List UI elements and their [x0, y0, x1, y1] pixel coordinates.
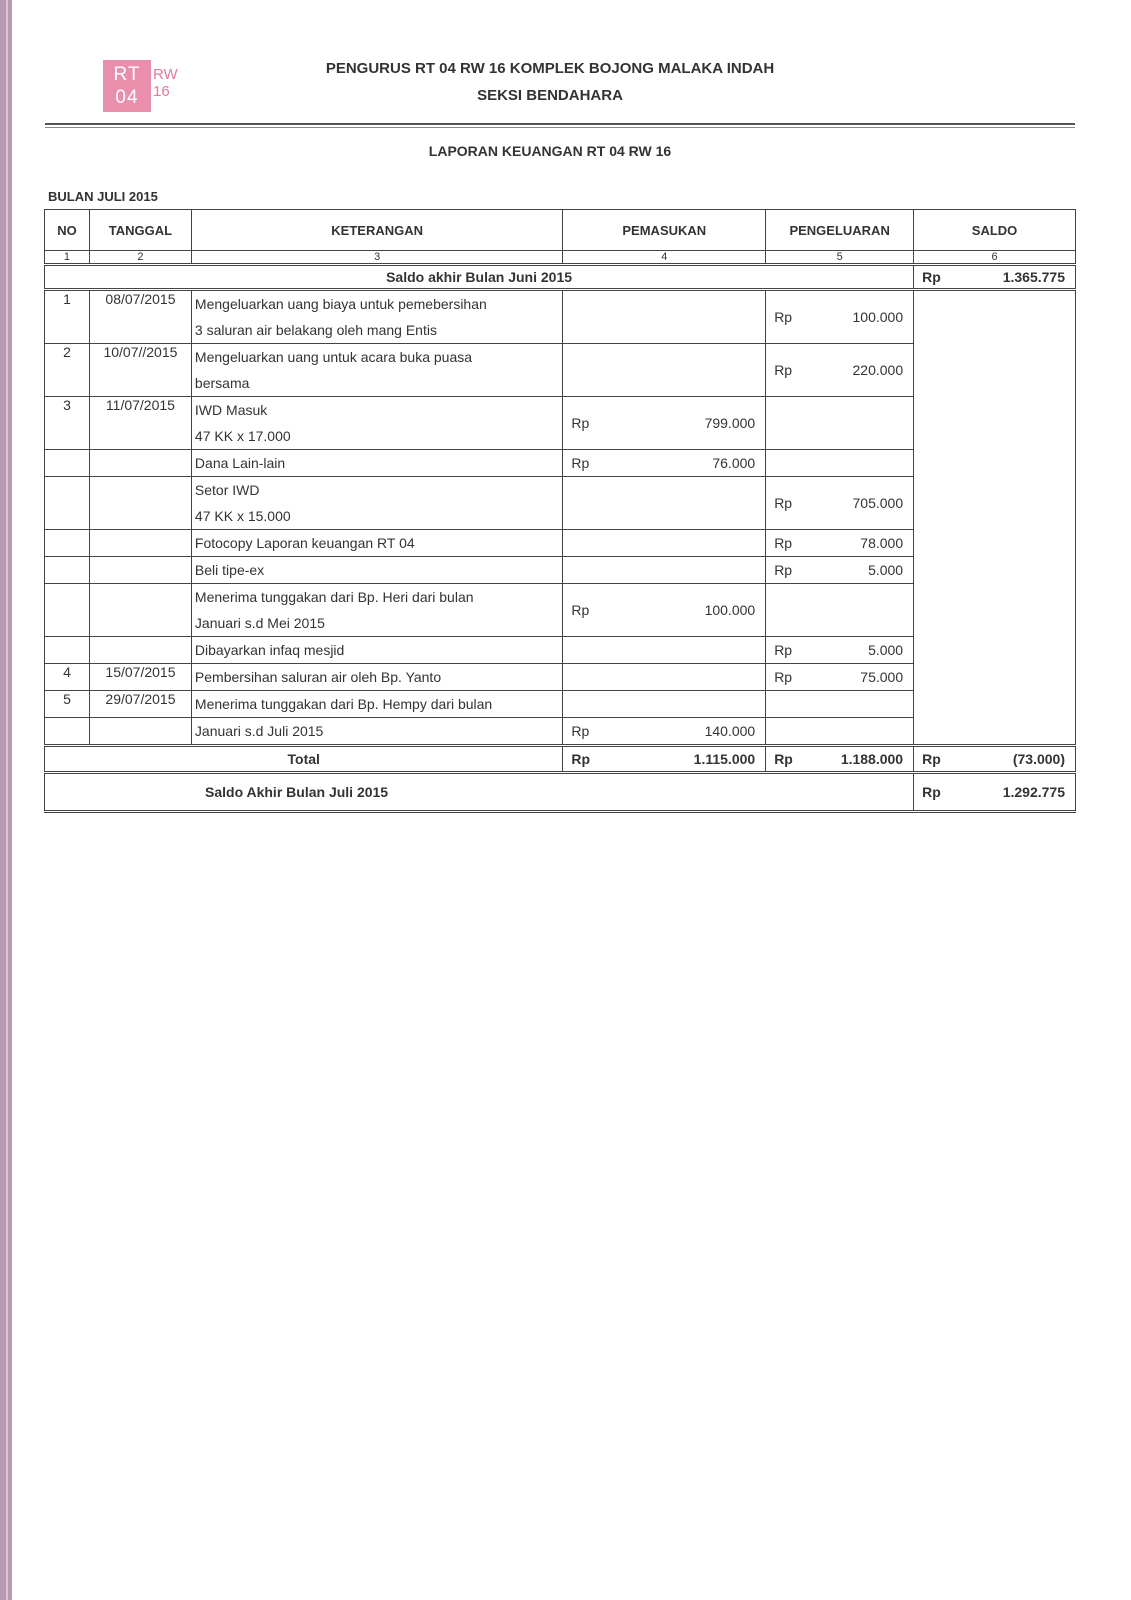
expense-value: 75.000: [860, 669, 904, 685]
row-description: [191, 477, 562, 530]
description-line: Januari s.d Juli 2015: [194, 723, 324, 739]
row-no: [45, 718, 90, 746]
expense-currency: Rp: [774, 362, 793, 378]
col-keterangan: KETERANGAN: [191, 210, 562, 251]
table-row: [45, 290, 1076, 344]
total-row: [45, 746, 1076, 773]
row-description: [191, 584, 562, 637]
row-income: [563, 584, 766, 637]
binder-edge: [0, 0, 12, 1600]
row-income: [563, 450, 766, 477]
row-expense: [766, 557, 914, 584]
description-line: Menerima tunggakan dari Bp. Heri dari bulan: [194, 589, 474, 605]
row-expense: [766, 664, 914, 691]
row-description: [191, 664, 562, 691]
row-expense: [766, 691, 914, 718]
col-num-6: 6: [914, 251, 1076, 265]
closing-label-cell: [45, 773, 914, 812]
row-expense: [766, 450, 914, 477]
closing-balance-row: [45, 773, 1076, 812]
total-out-currency: Rp: [774, 751, 793, 767]
logo-side-1: RW: [153, 66, 178, 83]
row-date: [89, 530, 191, 557]
income-currency: Rp: [571, 723, 590, 739]
row-date: 11/07/2015: [89, 397, 191, 450]
total-in-currency: Rp: [571, 751, 591, 767]
row-description: [191, 637, 562, 664]
row-date: [89, 557, 191, 584]
row-description: [191, 344, 562, 397]
closing-label: Saldo Akhir Bulan Juli 2015: [205, 784, 389, 800]
col-saldo: SALDO: [914, 210, 1076, 251]
logo-line-2: 04: [115, 87, 139, 108]
col-pemasukan: PEMASUKAN: [563, 210, 766, 251]
description-line: Fotocopy Laporan keuangan RT 04: [194, 535, 415, 551]
description-line: bersama: [194, 375, 250, 391]
opening-value: 1.365.775: [1002, 269, 1065, 285]
expense-value: 705.000: [852, 495, 904, 511]
expense-value: 5.000: [868, 562, 904, 578]
header-row: [45, 210, 1076, 251]
description-line: 47 KK x 15.000: [194, 508, 291, 524]
row-date: [89, 637, 191, 664]
expense-currency: Rp: [774, 562, 793, 578]
expense-currency: Rp: [774, 309, 793, 325]
income-currency: Rp: [571, 602, 590, 618]
expense-currency: Rp: [774, 535, 793, 551]
row-date: 15/07/2015: [89, 664, 191, 691]
income-value: 799.000: [704, 415, 756, 431]
row-description: [191, 397, 562, 450]
row-income: [563, 477, 766, 530]
total-out: [766, 746, 914, 773]
income-value: 100.000: [704, 602, 756, 618]
col-num-4: 4: [563, 251, 766, 265]
description-line: IWD Masuk: [194, 402, 268, 418]
opening-balance-row: [45, 265, 1076, 290]
row-no: [45, 637, 90, 664]
total-saldo: [914, 746, 1076, 773]
closing-value: 1.292.775: [1002, 784, 1065, 800]
row-no: [45, 584, 90, 637]
row-income: [563, 344, 766, 397]
col-num-5: 5: [766, 251, 914, 265]
row-date: 08/07/2015: [89, 290, 191, 344]
column-number-row: [45, 251, 1076, 265]
description-line: 3 saluran air belakang oleh mang Entis: [194, 322, 437, 338]
expense-currency: Rp: [774, 669, 793, 685]
col-no: NO: [45, 210, 90, 251]
row-expense: [766, 584, 914, 637]
opening-currency: Rp: [922, 269, 941, 285]
row-no: 2: [45, 344, 90, 397]
description-line: 47 KK x 17.000: [194, 428, 291, 444]
ledger-table: [44, 209, 1076, 813]
income-value: 76.000: [712, 455, 756, 471]
row-no: 1: [45, 290, 90, 344]
description-line: Pembersihan saluran air oleh Bp. Yanto: [194, 669, 442, 685]
total-saldo-currency: Rp: [922, 751, 941, 767]
description-line: Dibayarkan infaq mesjid: [194, 642, 345, 658]
description-line: Setor IWD: [194, 482, 260, 498]
row-no: [45, 477, 90, 530]
report-period: BULAN JULI 2015: [48, 189, 158, 204]
row-description: [191, 450, 562, 477]
description-line: Menerima tunggakan dari Bp. Hempy dari bulan: [194, 696, 493, 712]
row-description: [191, 718, 562, 746]
logo-side: [153, 66, 178, 100]
col-tanggal: TANGGAL: [89, 210, 191, 251]
col-num-3: 3: [191, 251, 562, 265]
col-num-1: 1: [45, 251, 90, 265]
row-expense: [766, 344, 914, 397]
row-income: [563, 530, 766, 557]
expense-value: 100.000: [852, 309, 904, 325]
row-no: 3: [45, 397, 90, 450]
row-no: [45, 530, 90, 557]
row-no: [45, 557, 90, 584]
section-title: SEKSI BENDAHARA: [477, 87, 623, 104]
rt-logo: [103, 60, 183, 112]
org-title: PENGURUS RT 04 RW 16 KOMPLEK BOJONG MALAKA INDAH: [325, 60, 775, 77]
logo-line-1: RT: [113, 64, 141, 85]
row-date: 10/07//2015: [89, 344, 191, 397]
row-date: 29/07/2015: [89, 691, 191, 718]
description-line: Mengeluarkan uang untuk acara buka puasa: [194, 349, 473, 365]
logo-side-2: 16: [153, 83, 170, 100]
row-expense: [766, 477, 914, 530]
expense-currency: Rp: [774, 642, 793, 658]
row-income: [563, 557, 766, 584]
expense-value: 220.000: [852, 362, 904, 378]
total-in: [563, 746, 766, 773]
row-income: [563, 664, 766, 691]
row-expense: [766, 290, 914, 344]
closing-balance: [914, 773, 1076, 812]
total-saldo-value: (73.000): [1012, 751, 1065, 767]
row-date: [89, 718, 191, 746]
row-no: [45, 450, 90, 477]
row-expense: [766, 397, 914, 450]
total-label: Total: [45, 746, 563, 773]
description-line: Dana Lain-lain: [194, 455, 286, 471]
row-description: [191, 290, 562, 344]
row-expense: [766, 637, 914, 664]
opening-label: Saldo akhir Bulan Juni 2015: [45, 265, 914, 290]
expense-currency: Rp: [774, 495, 793, 511]
col-num-2: 2: [89, 251, 191, 265]
closing-currency: Rp: [922, 784, 941, 800]
row-description: [191, 530, 562, 557]
row-expense: [766, 530, 914, 557]
row-income: [563, 637, 766, 664]
report-title: LAPORAN KEUANGAN RT 04 RW 16: [428, 143, 672, 159]
row-income: [563, 718, 766, 746]
description-line: Beli tipe-ex: [194, 562, 265, 578]
header-divider: [45, 123, 1075, 125]
header-divider-thin: [45, 127, 1075, 128]
row-income: [563, 397, 766, 450]
col-pengeluaran: PENGELUARAN: [766, 210, 914, 251]
saldo-column-empty: [914, 290, 1076, 746]
row-income: [563, 290, 766, 344]
expense-value: 5.000: [868, 642, 904, 658]
description-line: Mengeluarkan uang biaya untuk pemebersihan: [194, 296, 487, 312]
description-line: Januari s.d Mei 2015: [194, 615, 325, 631]
row-no: 5: [45, 691, 90, 718]
row-description: [191, 691, 562, 718]
income-currency: Rp: [571, 455, 590, 471]
total-out-value: 1.188.000: [840, 751, 904, 767]
total-in-value: 1.115.000: [693, 751, 756, 767]
row-description: [191, 557, 562, 584]
logo-box: [103, 60, 151, 112]
expense-value: 78.000: [860, 535, 904, 551]
row-expense: [766, 718, 914, 746]
income-currency: Rp: [571, 415, 590, 431]
row-no: 4: [45, 664, 90, 691]
income-value: 140.000: [704, 723, 756, 739]
opening-balance: [914, 265, 1076, 290]
row-date: [89, 450, 191, 477]
row-income: [563, 691, 766, 718]
row-date: [89, 584, 191, 637]
row-date: [89, 477, 191, 530]
